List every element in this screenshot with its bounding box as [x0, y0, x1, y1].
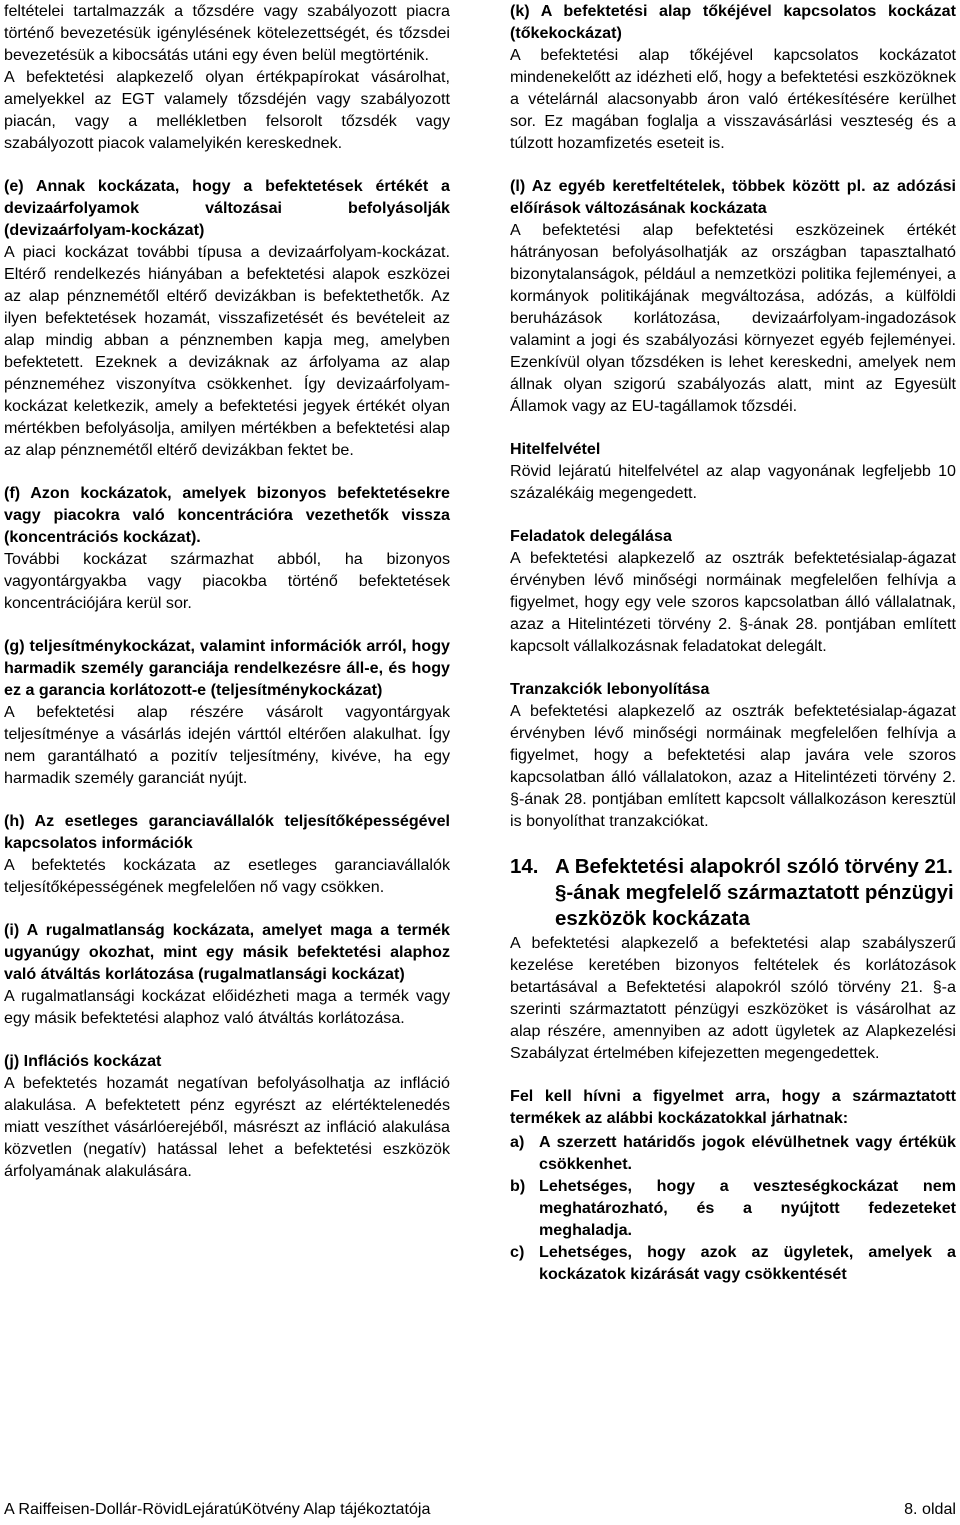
page-footer [4, 1498, 956, 1524]
left-column [4, 0, 450, 1182]
section-e-title: (e) Annak kockázata, hogy a befektetések értékét a devizaárfolyamok változásai befolyásolják (devizaárfolyam-kockázat) [4, 177, 450, 239]
footer-title: A Raiffeisen-Dollár-RövidLejáratúKötvény Alap tájékoztatója [4, 1500, 431, 1518]
section-j-body: A befektetés hozamát negatívan befolyásolhatja az infláció alakulása. A befektetett pénz egyrészt az elértéktelenedés miatt veszíthet vásárlóerejéből, másrészt az infláció alakulása közvetlen (negatív) hatással lehet a befektetési eszközök árfolyamának alakulására. [4, 1074, 450, 1180]
section-e-body: A piaci kockázat további típusa a devizaárfolyam-kockázat. Eltérő rendelkezés hiányában a befektetési alapok eszközei az alap pénznemétől eltérő devizákban is befektethetők. Az ilyen befektetések hozamát, visszafizetését és bevételeit az alap mindig abban a pénznemben kapja meg, amelyben befektetett. Ezeknek a devizáknak az árfolyama az alap pénzneméhez viszonyítva csökkenhet. Így devizaárfolyam-kockázat keletkezik, amely a befektetési jegyek értékét olyan mértékben befolyásolja, amilyen mértékben a befektetési alap az alap pénznemétől eltérő devizákban fektet be. [4, 243, 450, 459]
section-l-body: A befektetési alap befektetési eszközeinek értékét hátrányosan befolyásolhatják az országban tapasztalható bizonytalanságok, például a nemzetközi politika fejleményei, a kormányok politikájának megváltozása, adózás, a külföldi beruházások korlátozása, devizaárfolyam-ingadozások valamint a jogi és szabályozási környezet egyéb fejleményei. Ezenkívül olyan tőzsdéken is lehet kereskedni, amelyek nem állnak olyan szigorú szabályozás alatt, mint az Egyesült Államok vagy az EU-tagállamok tőzsdéi. [510, 221, 956, 415]
section-g-title: (g) teljesítménykockázat, valamint információk arról, hogy harmadik személy garanciája rendelkezésre áll-e, és hogy ez a garancia korlátozott-e (teljesítménykockázat) [4, 637, 450, 699]
section-h-title: (h) Az esetleges garanciavállalók teljesítőképességével kapcsolatos információk [4, 812, 450, 852]
right-column [510, 0, 956, 1285]
page-number: 8. oldal [904, 1500, 956, 1518]
section-14-heading [510, 854, 956, 932]
delegation-body: A befektetési alapkezelő az osztrák befektetésialap-ágazat érvényben lévő minőségi normáinak megfelelően felhívja a figyelmet, hogy egy vele szoros kapcsolatban álló vállalatnak, azaz a Hitelintézeti törvény 2. §-ának 28. pontjában említett kapcsolt vállalkozásnak feladatokat delegált. [510, 549, 956, 655]
transactions-title: Tranzakciók lebonyolítása [510, 680, 710, 698]
section-f-title: (f) Azon kockázatok, amelyek bizonyos befektetésekre vagy piacokra való koncentrációra vezethetők vissza (koncentrációs kockázat). [4, 484, 450, 546]
transactions-body: A befektetési alapkezelő az osztrák befektetésialap-ágazat érvényben lévő minőségi normáinak megfelelően felhívja a figyelmet, hogy a befektetési alap javára vele szoros kapcsolatban álló vállalatokon, azaz a Hitelintézeti törvény 2. §-ának 28. pontjában említett kapcsolt vállalkozáson keresztül is bonyolíthat tranzakciókat. [510, 702, 956, 830]
section-14-number: 14. [510, 855, 539, 878]
credit-title: Hitelfelvétel [510, 440, 601, 458]
delegation-title: Feladatok delegálása [510, 527, 672, 545]
section-l-title: (l) Az egyéb keretfeltételek, többek között pl. az adózási előírások változásának kockázata [510, 177, 956, 217]
section-i-title: (i) A rugalmatlanság kockázata, amelyet maga a termék ugyanúgy okozhat, mint egy másik befektetési alaphoz való átváltás korlátozása (rugalmatlansági kockázat) [4, 921, 450, 983]
intro-paragraph-2: A befektetési alapkezelő olyan értékpapírokat vásárolhat, amelyekkel az EGT valamely tőzsdéjén vagy szabályozott piacán, vagy a mellékletben felsorolt tőzsdék vagy szabályozott piacok valamelyikén kereskednek. [4, 68, 450, 152]
section-k-body: A befektetési alap tőkéjével kapcsolatos kockázatot mindenekelőtt az idézheti elő, hogy a befektetési eszközöknek a vételárnál alacsonyabb áron való értékesítésére kerülhet sor. Ez magában foglalja a visszavásárlási veszteség és a túlzott hozamfizetés eseteit is. [510, 46, 956, 152]
section-h-body: A befektetés kockázata az esetleges garanciavállalók teljesítőképességének megfelelően nő vagy csökken. [4, 856, 450, 896]
credit-body: Rövid lejáratú hitelfelvétel az alap vagyonának legfeljebb 10 százalékáig megengedett. [510, 462, 956, 502]
list-item: c) Lehetséges, hogy azok az ügyletek, amelyek a kockázatok kizárását vagy csökkentését [510, 1243, 956, 1283]
intro-paragraph: feltételei tartalmazzák a tőzsdére vagy szabályozott piacra történő bevezetésük igénylésének kötelezettségét, és tőzsdei bevezetésük a kibocsátás utáni egy éven belül megtörténik. [4, 2, 450, 64]
section-f-body: További kockázat származhat abból, ha bizonyos vagyontárgyakba vagy piacokba történő befektetések koncentrációjára kerül sor. [4, 550, 450, 612]
list-item: b) Lehetséges, hogy a veszteségkockázat nem meghatározható, és a nyújtott fedezeteket meghaladja. [510, 1177, 956, 1239]
section-g-body: A befektetési alap részére vásárolt vagyontárgyak teljesítménye a vásárlás idején várttól eltérően alakulhat. Így nem garantálható a pozitív teljesítmény, kivéve, ha egy harmadik személy garanciát nyújt. [4, 703, 450, 787]
section-i-body: A rugalmatlansági kockázat előidézheti maga a termék vagy egy másik befektetési alaphoz való átváltás korlátozása. [4, 987, 450, 1027]
list-item: a) A szerzett határidős jogok elévülhetnek vagy értékük csökkenhet. [510, 1133, 956, 1173]
risk-list [510, 1131, 956, 1285]
section-j-title: (j) Inflációs kockázat [4, 1052, 162, 1070]
section-14-title: A Befektetési alapokról szóló törvény 21. §-ának megfelelő származtatott pénzügyi eszközök kockázata [555, 855, 954, 930]
warning-paragraph: Fel kell hívni a figyelmet arra, hogy a származtatott termékek az alábbi kockázatokkal járhatnak: [510, 1087, 956, 1127]
section-14-body: A befektetési alapkezelő a befektetési alap szabályszerű kezelése keretében bizonyos feltételek és korlátozások betartásával a Befektetési alapokról szóló törvény 21. §-a szerinti származtatott pénzügyi eszközöket is vásárolhat az alap részére, amennyiben az adott ügyletek az Alapkezelési Szabályzat értelmében kifejezetten megengedettek. [510, 934, 956, 1062]
section-k-title: (k) A befektetési alap tőkéjével kapcsolatos kockázat (tőkekockázat) [510, 2, 956, 42]
